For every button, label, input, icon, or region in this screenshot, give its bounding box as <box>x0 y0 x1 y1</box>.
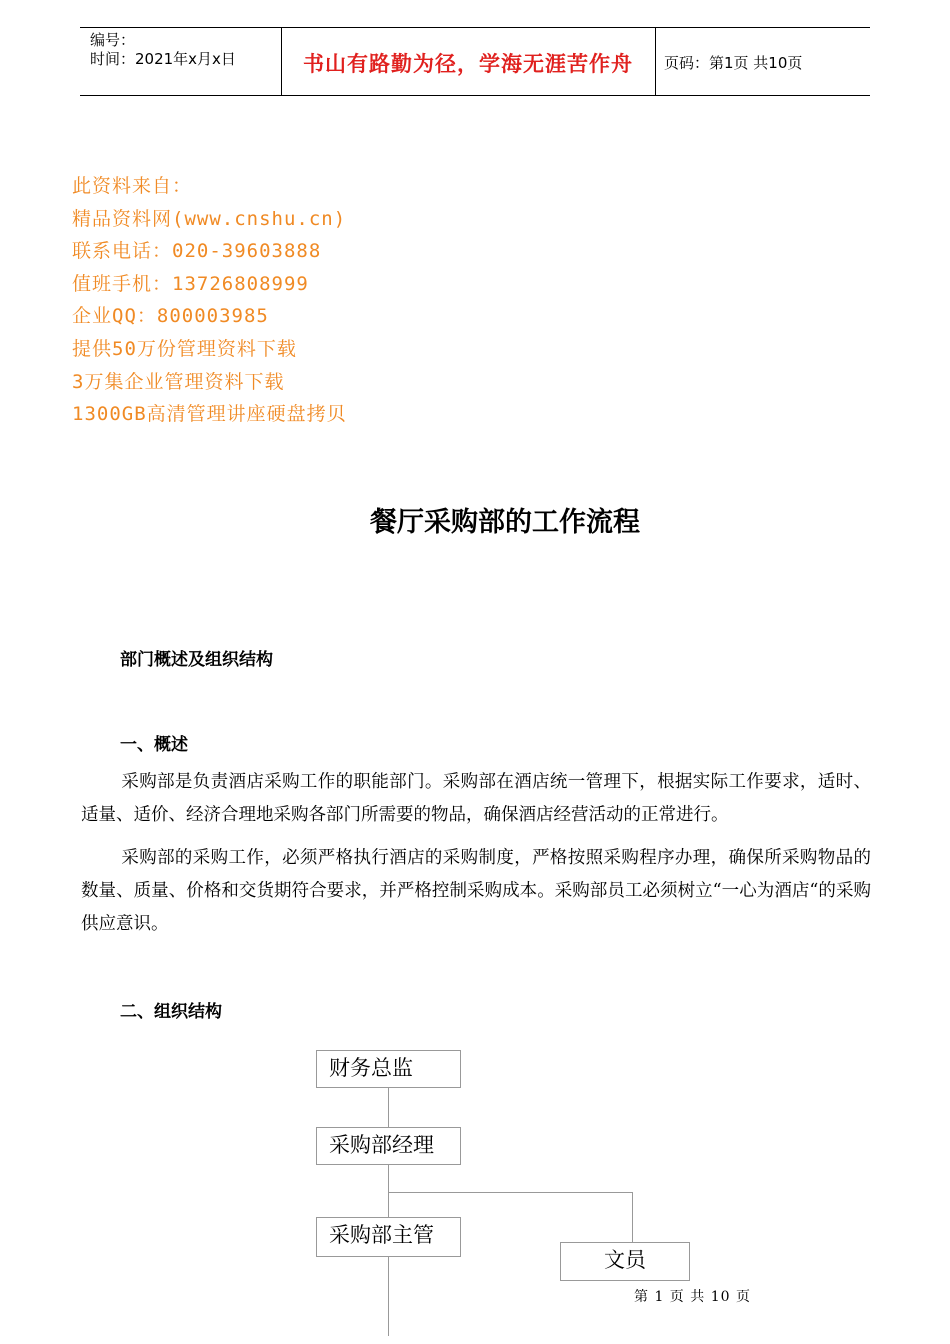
org-connector <box>388 1256 389 1336</box>
header-number-label: 编号： <box>90 31 136 49</box>
promo-line: 提供50万份管理资料下载 <box>72 337 297 360</box>
header-motto: 书山有路勤为径，学海无涯苦作舟 <box>303 51 633 76</box>
org-box-clerk: 文员 <box>560 1242 690 1281</box>
paragraph-text: 采购部的采购工作，必须严格执行酒店的采购制度，严格按照采购程序办理，确保所采购物品的数量、质量、价格和交货期符合要求，并严格控制采购成本。采购部员工必须树立“一心为酒店“的采购供应意识。 <box>81 848 871 934</box>
promo-line: 1300GB高清管理讲座硬盘拷贝 <box>72 403 347 426</box>
promo-line: 联系电话：020-39603888 <box>72 240 322 263</box>
org-connector <box>388 1192 633 1193</box>
header-divider <box>655 27 656 96</box>
section-heading: 部门概述及组织结构 <box>120 650 273 670</box>
overview-paragraph-2 <box>81 842 871 941</box>
header-top-rule <box>80 27 870 28</box>
org-box-finance-director: 财务总监 <box>316 1050 461 1088</box>
promo-line: 值班手机：13726808999 <box>72 272 309 295</box>
promo-block <box>72 170 347 431</box>
org-connector <box>388 1164 389 1218</box>
org-box-purchasing-supervisor: 采购部主管 <box>316 1217 461 1257</box>
org-box-purchasing-manager: 采购部经理 <box>316 1127 461 1165</box>
page-footer: 第 1 页 共 10 页 <box>634 1289 751 1305</box>
promo-line: 精品资料网(www.cnshu.cn) <box>72 207 347 230</box>
org-connector <box>632 1192 633 1243</box>
org-connector <box>388 1087 389 1128</box>
promo-line: 企业QQ：800003985 <box>72 305 269 328</box>
org-heading: 二、组织结构 <box>120 1002 222 1022</box>
overview-heading: 一、概述 <box>120 735 188 755</box>
document-title: 餐厅采购部的工作流程 <box>370 507 640 538</box>
promo-line: 此资料来自： <box>72 175 193 197</box>
promo-line: 3万集企业管理资料下载 <box>72 370 285 393</box>
header-time-label: 时间：2021年x月x日 <box>90 50 236 68</box>
header-page-label: 页码：第1页 共10页 <box>664 54 803 72</box>
overview-paragraph-1 <box>81 766 871 832</box>
paragraph-text: 采购部是负责酒店采购工作的职能部门。采购部在酒店统一管理下，根据实际工作要求，适时、适量、适价、经济合理地采购各部门所需要的物品，确保酒店经营活动的正常进行。 <box>81 772 871 825</box>
header-bottom-rule <box>80 95 870 96</box>
